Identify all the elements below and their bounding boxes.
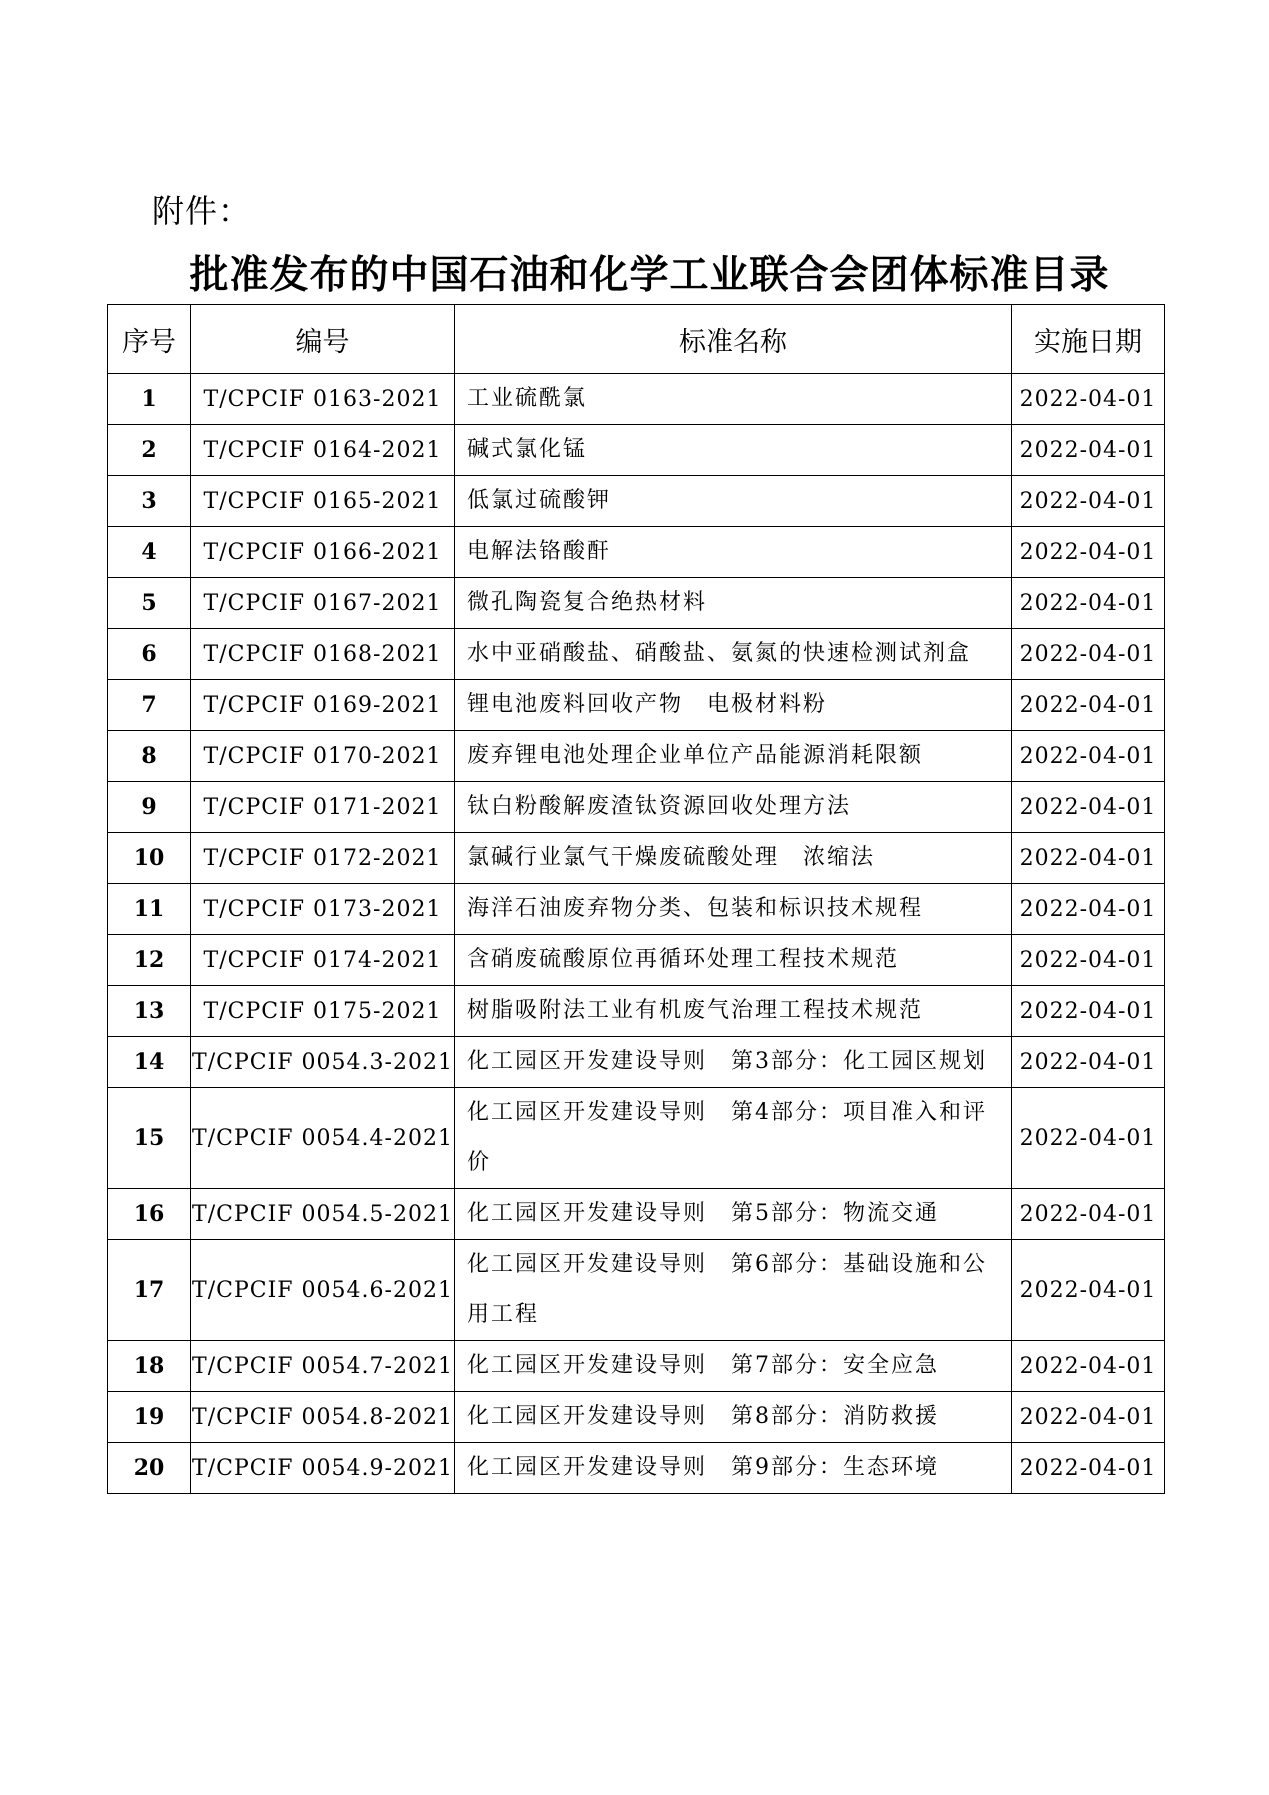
table-row	[108, 476, 1165, 527]
cell-date: 2022-04-01	[1012, 527, 1165, 578]
table-row	[108, 935, 1165, 986]
table-row	[108, 629, 1165, 680]
cell-code: T/CPCIF 0167-2021	[191, 578, 455, 629]
cell-index: 8	[108, 731, 191, 782]
cell-index: 6	[108, 629, 191, 680]
cell-code: T/CPCIF 0054.3-2021	[191, 1037, 455, 1088]
cell-name: 含硝废硫酸原位再循环处理工程技术规范	[455, 935, 1012, 986]
cell-date: 2022-04-01	[1012, 833, 1165, 884]
cell-index: 9	[108, 782, 191, 833]
cell-code: T/CPCIF 0054.8-2021	[191, 1392, 455, 1443]
cell-date: 2022-04-01	[1012, 935, 1165, 986]
cell-index: 16	[108, 1189, 191, 1240]
document-title: 批准发布的中国石油和化学工业联合会团体标准目录	[189, 253, 1110, 298]
column-header-code: 编号	[191, 305, 455, 374]
cell-name: 化工园区开发建设导则 第4部分：项目准入和评价	[455, 1088, 1012, 1189]
cell-index: 12	[108, 935, 191, 986]
cell-date: 2022-04-01	[1012, 986, 1165, 1037]
table-row	[108, 1189, 1165, 1240]
cell-code: T/CPCIF 0172-2021	[191, 833, 455, 884]
cell-date: 2022-04-01	[1012, 1240, 1165, 1341]
cell-index: 17	[108, 1240, 191, 1341]
table-row	[108, 1240, 1165, 1341]
cell-code: T/CPCIF 0054.4-2021	[191, 1088, 455, 1189]
table-row	[108, 1037, 1165, 1088]
table-row	[108, 578, 1165, 629]
cell-date: 2022-04-01	[1012, 1392, 1165, 1443]
cell-name: 碱式氯化锰	[455, 425, 1012, 476]
column-header-index: 序号	[108, 305, 191, 374]
cell-name: 锂电池废料回收产物 电极材料粉	[455, 680, 1012, 731]
cell-index: 19	[108, 1392, 191, 1443]
table-row	[108, 425, 1165, 476]
cell-name: 水中亚硝酸盐、硝酸盐、氨氮的快速检测试剂盒	[455, 629, 1012, 680]
cell-code: T/CPCIF 0169-2021	[191, 680, 455, 731]
cell-date: 2022-04-01	[1012, 1037, 1165, 1088]
standards-table	[107, 304, 1165, 1494]
cell-name: 钛白粉酸解废渣钛资源回收处理方法	[455, 782, 1012, 833]
table-row	[108, 374, 1165, 425]
cell-name: 树脂吸附法工业有机废气治理工程技术规范	[455, 986, 1012, 1037]
cell-index: 1	[108, 374, 191, 425]
cell-date: 2022-04-01	[1012, 782, 1165, 833]
cell-date: 2022-04-01	[1012, 425, 1165, 476]
cell-name: 氯碱行业氯气干燥废硫酸处理 浓缩法	[455, 833, 1012, 884]
cell-date: 2022-04-01	[1012, 476, 1165, 527]
cell-name: 电解法铬酸酐	[455, 527, 1012, 578]
table-row	[108, 1392, 1165, 1443]
table-row	[108, 884, 1165, 935]
cell-index: 4	[108, 527, 191, 578]
cell-name: 微孔陶瓷复合绝热材料	[455, 578, 1012, 629]
table-row	[108, 986, 1165, 1037]
cell-date: 2022-04-01	[1012, 1341, 1165, 1392]
cell-name: 海洋石油废弃物分类、包装和标识技术规程	[455, 884, 1012, 935]
cell-date: 2022-04-01	[1012, 1189, 1165, 1240]
cell-name: 废弃锂电池处理企业单位产品能源消耗限额	[455, 731, 1012, 782]
table-row	[108, 1341, 1165, 1392]
cell-code: T/CPCIF 0168-2021	[191, 629, 455, 680]
cell-date: 2022-04-01	[1012, 629, 1165, 680]
cell-code: T/CPCIF 0174-2021	[191, 935, 455, 986]
table-row	[108, 833, 1165, 884]
attachment-label: 附件：	[152, 192, 252, 230]
table-header-row	[108, 305, 1165, 374]
table-row	[108, 1088, 1165, 1189]
cell-code: T/CPCIF 0054.9-2021	[191, 1443, 455, 1494]
cell-code: T/CPCIF 0163-2021	[191, 374, 455, 425]
cell-name: 化工园区开发建设导则 第6部分：基础设施和公用工程	[455, 1240, 1012, 1341]
cell-name: 化工园区开发建设导则 第7部分：安全应急	[455, 1341, 1012, 1392]
cell-date: 2022-04-01	[1012, 731, 1165, 782]
cell-code: T/CPCIF 0165-2021	[191, 476, 455, 527]
cell-date: 2022-04-01	[1012, 1088, 1165, 1189]
table-row	[108, 527, 1165, 578]
cell-date: 2022-04-01	[1012, 884, 1165, 935]
cell-name: 低氯过硫酸钾	[455, 476, 1012, 527]
cell-index: 14	[108, 1037, 191, 1088]
cell-code: T/CPCIF 0166-2021	[191, 527, 455, 578]
cell-index: 5	[108, 578, 191, 629]
cell-date: 2022-04-01	[1012, 1443, 1165, 1494]
column-header-date: 实施日期	[1012, 305, 1165, 374]
cell-code: T/CPCIF 0054.5-2021	[191, 1189, 455, 1240]
cell-code: T/CPCIF 0054.7-2021	[191, 1341, 455, 1392]
cell-code: T/CPCIF 0054.6-2021	[191, 1240, 455, 1341]
cell-index: 15	[108, 1088, 191, 1189]
table-row	[108, 1443, 1165, 1494]
cell-name: 化工园区开发建设导则 第8部分：消防救援	[455, 1392, 1012, 1443]
table-row	[108, 782, 1165, 833]
cell-name: 工业硫酰氯	[455, 374, 1012, 425]
cell-index: 11	[108, 884, 191, 935]
cell-index: 7	[108, 680, 191, 731]
cell-code: T/CPCIF 0173-2021	[191, 884, 455, 935]
table-row	[108, 731, 1165, 782]
cell-name: 化工园区开发建设导则 第9部分：生态环境	[455, 1443, 1012, 1494]
column-header-name: 标准名称	[455, 305, 1012, 374]
cell-index: 2	[108, 425, 191, 476]
cell-index: 18	[108, 1341, 191, 1392]
table-row	[108, 680, 1165, 731]
cell-date: 2022-04-01	[1012, 680, 1165, 731]
cell-index: 3	[108, 476, 191, 527]
cell-code: T/CPCIF 0171-2021	[191, 782, 455, 833]
cell-date: 2022-04-01	[1012, 374, 1165, 425]
table-body	[108, 374, 1165, 1494]
cell-index: 13	[108, 986, 191, 1037]
cell-date: 2022-04-01	[1012, 578, 1165, 629]
cell-name: 化工园区开发建设导则 第3部分：化工园区规划	[455, 1037, 1012, 1088]
cell-code: T/CPCIF 0175-2021	[191, 986, 455, 1037]
cell-index: 10	[108, 833, 191, 884]
cell-name: 化工园区开发建设导则 第5部分：物流交通	[455, 1189, 1012, 1240]
cell-index: 20	[108, 1443, 191, 1494]
cell-code: T/CPCIF 0170-2021	[191, 731, 455, 782]
cell-code: T/CPCIF 0164-2021	[191, 425, 455, 476]
